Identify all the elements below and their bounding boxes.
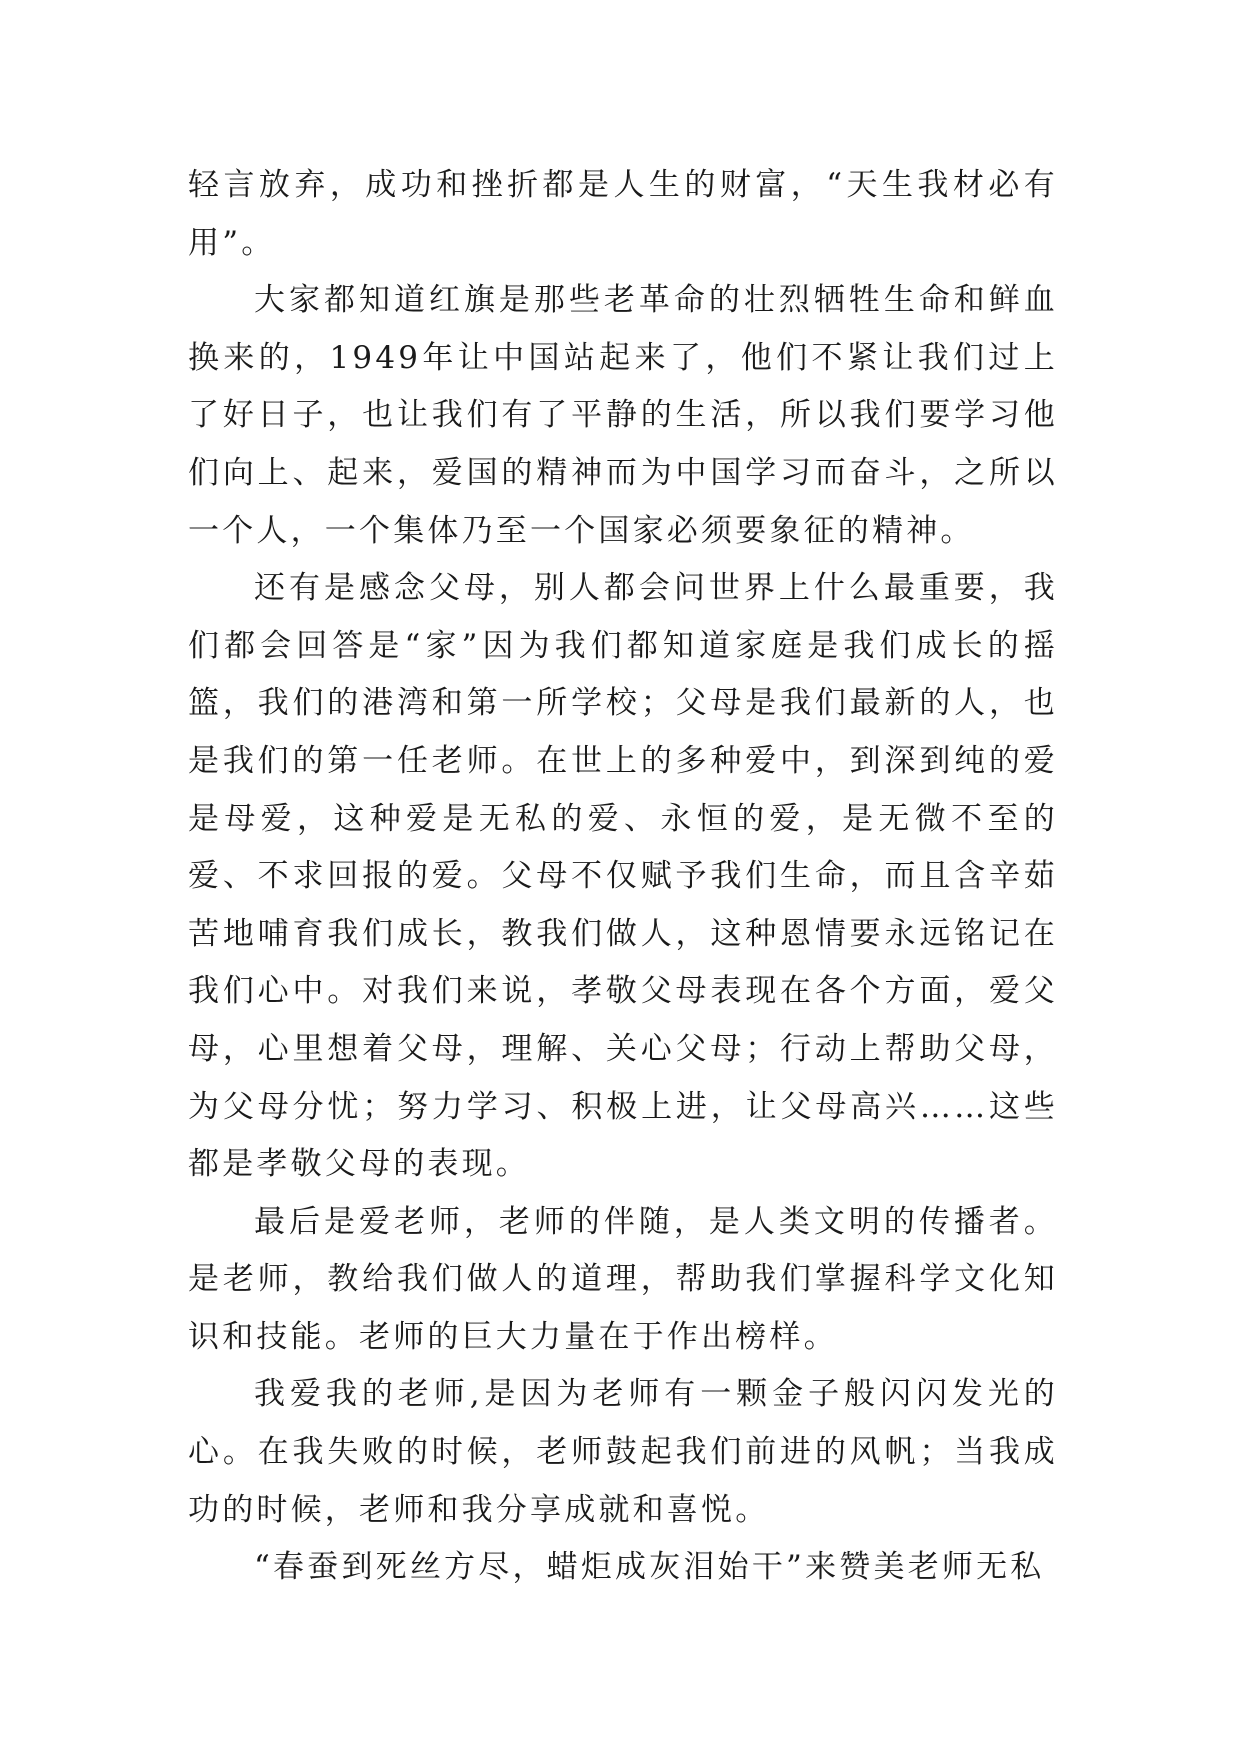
paragraph-3: 还有是感念父母，别人都会问世界上什么最重要，我们都会回答是“家”因为我们都知道家庭是我们成长的摇篮，我们的港湾和第一所学校；父母是我们最新的人，也是我们的第一任老师。在世上的多种爱中，到深到纯的爱是母爱，这种爱是无私的爱、永恒的爱，是无微不至的爱、不求回报的爱。父母不仅赋予我们生命，而且含辛茹苦地哺育我们成长，教我们做人，这种恩情要永远铭记在我们心中。对我们来说，孝敬父母表现在各个方面，爱父母，心里想着父母，理解、关心父母；行动上帮助父母，为父母分忧；努力学习、积极上进，让父母高兴……这些都是孝敬父母的表现。 — [188, 570, 1058, 1183]
paragraph-5: 我爱我的老师,是因为老师有一颗金子般闪闪发光的心。在我失败的时候，老师鼓起我们前进的风帆；当我成功的时候，老师和我分享成就和喜悦。 — [188, 1376, 1058, 1528]
document-body — [188, 157, 1058, 1597]
paragraph-1: 轻言放弃，成功和挫折都是人生的财富，“天生我材必有用”。 — [188, 167, 1058, 261]
paragraph-6: “春蚕到死丝方尽，蜡炬成灰泪始干”来赞美老师无私 — [254, 1549, 1045, 1586]
paragraph-4: 最后是爱老师，老师的伴随，是人类文明的传播者。是老师，教给我们做人的道理，帮助我们掌握科学文化知识和技能。老师的巨大力量在于作出榜样。 — [188, 1203, 1058, 1355]
paragraph-2: 大家都知道红旗是那些老革命的壮烈牺牲生命和鲜血换来的，1949年让中国站起来了，他们不紧让我们过上了好日子，也让我们有了平静的生活，所以我们要学习他们向上、起来，爱国的精神而为中国学习而奋斗，之所以一个人，一个集体乃至一个国家必须要象征的精神。 — [188, 282, 1058, 549]
